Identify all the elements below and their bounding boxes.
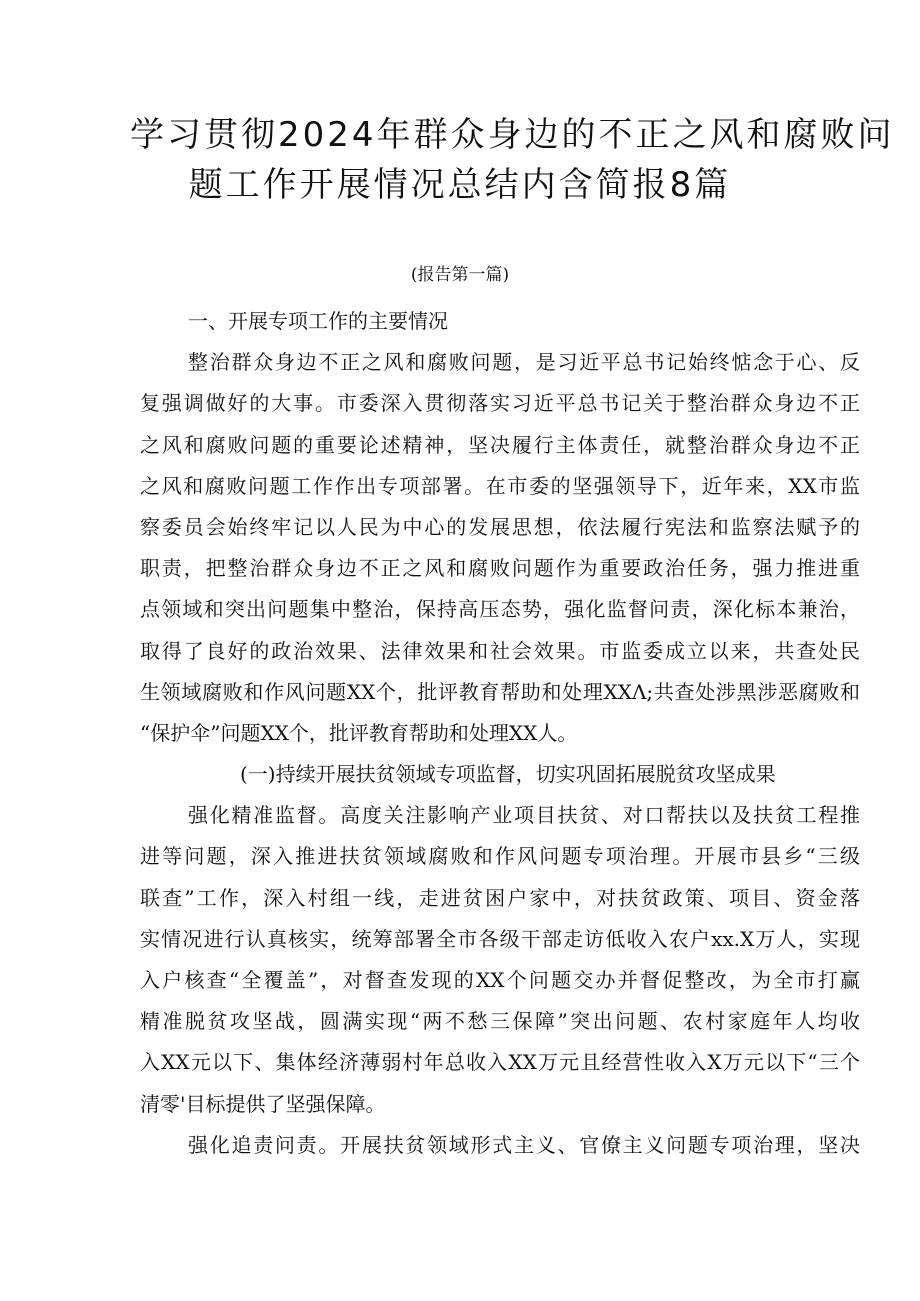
paragraph-line: 职责，把整治群众身边不正之风和腐败问题作为重要政治任务，强力推进重	[140, 556, 860, 581]
section-heading: 一、开展专项工作的主要情况	[188, 309, 448, 333]
paragraph-line: 联查”工作，深入村组一线，走进贫困户家中，对扶贫政策、项目、资金落	[140, 885, 860, 910]
paragraph-line: 之风和腐败问题的重要论述精神，坚决履行主体责任，就整治群众身边不正	[140, 432, 860, 457]
paragraph-line: 清零'目标提供了坚强保障。	[140, 1091, 386, 1116]
paragraph-line: 入户核查“全覆盖”，对督查发现的XX个问题交办并督促整改，为全市打赢	[140, 968, 860, 992]
paragraph-line: 进等问题，深入推进扶贫领域腐败和作风问题专项治理。开展市县乡“三级	[140, 844, 860, 869]
subsection-heading: (一)持续开展扶贫领域专项监督，切实巩固拓展脱贫攻坚成果	[240, 762, 776, 787]
document-title-line-2: 题工作开展情况总结内含简报8篇	[188, 165, 732, 205]
paragraph-line: 强化追责问责。开展扶贫领域形式主义、官僚主义问题专项治理，坚决	[188, 1132, 860, 1157]
document-subtitle: (报告第一篇)	[410, 265, 510, 285]
paragraph-line: 察委员会始终牢记以人民为中心的发展思想，依法履行宪法和监察法赋予的	[140, 514, 860, 539]
paragraph-line: 实情况进行认真核实，统筹部署全市各级干部走访低收入农户xx.X万人，实现	[140, 926, 860, 951]
paragraph-line: 复强调做好的大事。市委深入贯彻落实习近平总书记关于整治群众身边不正	[140, 391, 860, 416]
paragraph-line: 取得了良好的政治效果、法律效果和社会效果。市监委成立以来，共查处民	[140, 638, 860, 663]
document-body	[140, 301, 860, 1166]
paragraph-line: 精准脱贫攻坚战，圆满实现“两不愁三保障”突出问题、农村家庭年人均收	[140, 1009, 860, 1034]
paragraph-line: “保护伞”问题XX个，批评教育帮助和处理XX人。	[140, 720, 578, 745]
paragraph-line: 强化精准监督。高度关注影响产业项目扶贫、对口帮扶以及扶贫工程推	[188, 803, 860, 828]
paragraph-line: 整治群众身边不正之风和腐败问题，是习近平总书记始终惦念于心、反	[188, 350, 860, 375]
paragraph-line: 生领域腐败和作风问题XX个，批评教育帮助和处理XXΛ;共查处涉黑涉恶腐败和	[140, 679, 860, 704]
paragraph-line: 入XX元以下、集体经济薄弱村年总收入XX万元且经营性收入X万元以下“三个	[140, 1050, 860, 1075]
paragraph-line: 点领域和突出问题集中整治，保持高压态势，强化监督问责，深化标本兼治，	[140, 597, 860, 622]
document-title-line-1: 学习贯彻2024年群众身边的不正之风和腐败问	[130, 115, 895, 155]
paragraph-line: 之风和腐败问题工作作出专项部署。在市委的坚强领导下，近年来，XX市监	[140, 473, 860, 498]
